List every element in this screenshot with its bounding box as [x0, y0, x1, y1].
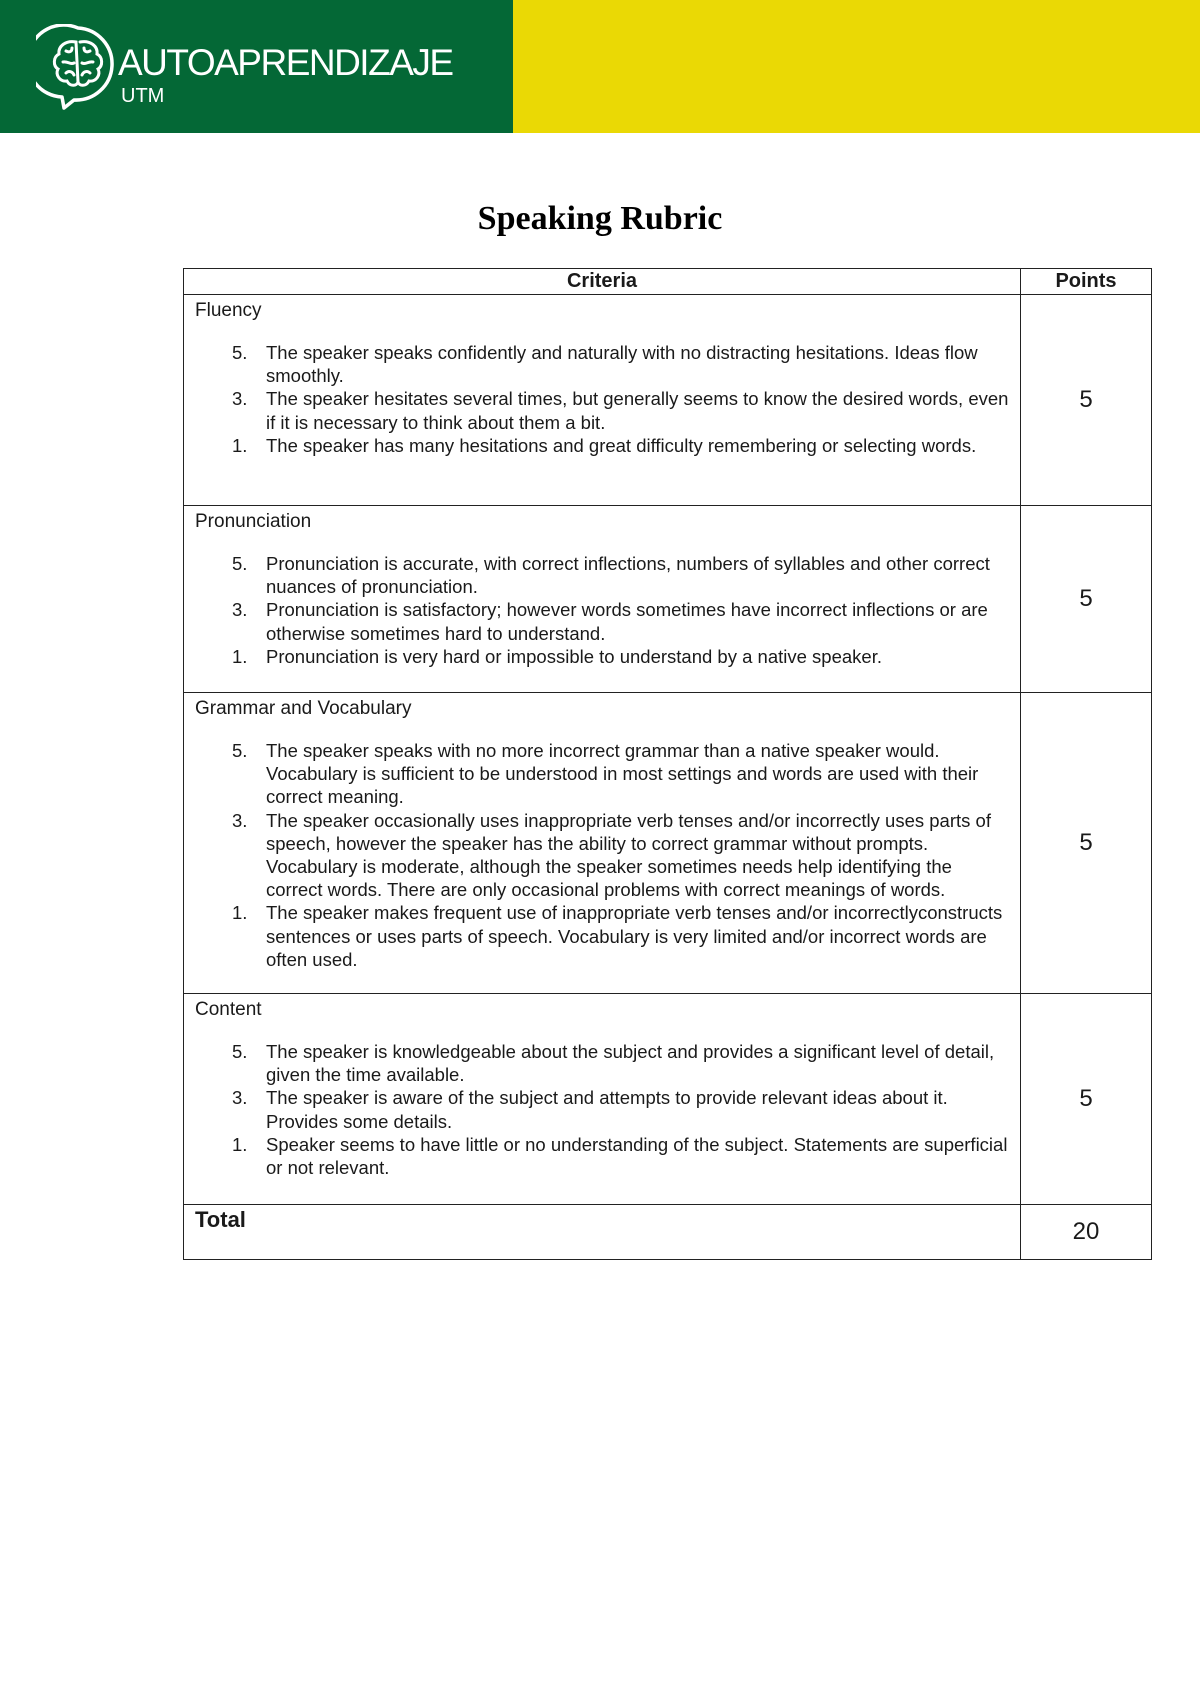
points-cell: 5 [1021, 295, 1152, 506]
level-item: 1. Speaker seems to have little or no understanding of the subject. Statements are superficial or not relevant. [232, 1133, 1008, 1179]
table-row [184, 506, 1152, 693]
level-list [184, 739, 1020, 971]
points-cell: 5 [1021, 506, 1152, 693]
level-item: 5. The speaker is knowledgeable about the subject and provides a significant level of detail, given the time available. [232, 1041, 995, 1086]
criteria-header: Criteria [184, 269, 1021, 295]
rubric-table [183, 268, 1152, 1260]
level-item: 1. Pronunciation is very hard or impossible to understand by a native speaker. [232, 645, 882, 667]
level-list [184, 341, 1020, 457]
level-item: 1. The speaker has many hesitations and great difficulty remembering or selecting words. [232, 434, 977, 456]
level-item: 5. The speaker speaks confidently and naturally with no distracting hesitations. Ideas flow smoothly. [232, 342, 978, 387]
brain-speech-bubble-icon [36, 24, 120, 112]
level-item: 3. Pronunciation is satisfactory; however words sometimes have incorrect inflections or are otherwise sometimes hard to understand. [232, 599, 988, 644]
points-cell: 5 [1021, 693, 1152, 994]
points-cell: 5 [1021, 994, 1152, 1205]
banner-yellow-block [513, 0, 1200, 133]
page-title: Speaking Rubric [477, 200, 723, 237]
table-row [184, 295, 1152, 506]
criterion-name: Pronunciation [195, 511, 312, 532]
total-points-cell: 20 [1021, 1205, 1152, 1260]
criterion-name: Content [195, 999, 262, 1020]
table-row [184, 994, 1152, 1205]
header-banner [0, 0, 1200, 133]
total-label: Total [195, 1207, 246, 1232]
criteria-cell [184, 693, 1021, 994]
level-item: 3. The speaker is aware of the subject and attempts to provide relevant ideas about it. Provides some details. [232, 1087, 948, 1132]
level-item: 5. Pronunciation is accurate, with correct inflections, numbers of syllables and other correct nuances of pronunciation. [232, 553, 990, 598]
criteria-cell [184, 994, 1021, 1205]
criterion-name: Grammar and Vocabulary [195, 698, 412, 719]
total-label-cell [184, 1205, 1021, 1260]
points-header: Points [1021, 269, 1152, 295]
level-item: 1. The speaker makes frequent use of inappropriate verb tenses and/or incorrectlyconstructs sentences or uses parts of speech. Vocabulary is very limited and/or incorrect words are often used. [232, 902, 1003, 970]
level-list [184, 552, 1020, 668]
brand-sub: UTM [121, 85, 165, 107]
banner-green-block [0, 0, 513, 133]
table-row [184, 693, 1152, 994]
criteria-cell [184, 506, 1021, 693]
criteria-cell [184, 295, 1021, 506]
level-item: 3. The speaker hesitates several times, but generally seems to know the desired words, even if it is necessary to think about them a bit. [232, 388, 1009, 433]
criterion-name: Fluency [195, 300, 262, 321]
level-list [184, 1040, 1020, 1179]
brand-name: AUTOAPRENDIZAJE [118, 42, 453, 83]
level-item: 3. The speaker occasionally uses inappropriate verb tenses and/or incorrectly uses parts of speech, however the speaker has the ability to correct grammar without prompts. Vocabulary is moderate, although the speaker sometimes needs help identifying the correct words. There are only occasional problems with correct meanings of words. [232, 809, 991, 901]
level-item: 5. The speaker speaks with no more incorrect grammar than a native speaker would. Vocabulary is sufficient to be understood in most settings and words are used with their correct meaning. [232, 740, 979, 808]
table-header-row [184, 269, 1152, 295]
total-row [184, 1205, 1152, 1260]
